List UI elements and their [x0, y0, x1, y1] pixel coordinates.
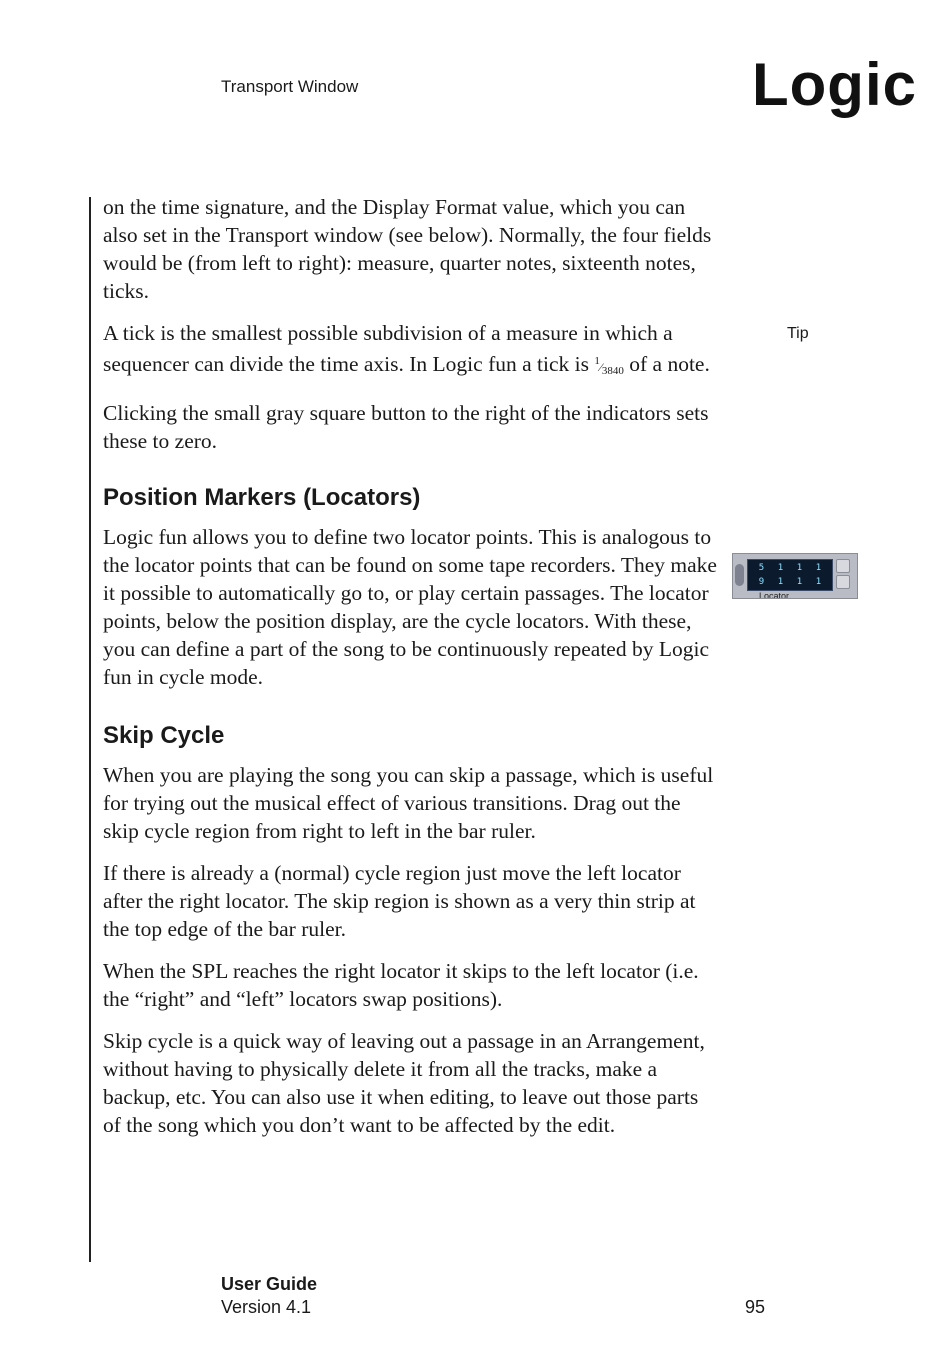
heading-skip-cycle: Skip Cycle: [103, 722, 225, 749]
paragraph-tick: [103, 319, 718, 385]
locator-left-division: 1: [796, 563, 803, 573]
locator-left-bar: 5: [758, 563, 765, 573]
locator-right-beat: 1: [777, 577, 784, 587]
footer-user-guide: User Guide: [221, 1274, 318, 1294]
paragraph-reset-button: Clicking the small gray square button to the right of the indicators sets these to zero.: [103, 401, 709, 453]
page-number: 95: [745, 1297, 766, 1317]
paragraph-skip-usage: Skip cycle is a quick way of leaving out a passage in an Arrangement, without having to physically delete it from all the tracks, make a backup, etc. You can also use it when editing, to leave out those parts of the song which you don’t want to be affected by the edit.: [103, 1029, 705, 1137]
logo-text: Logic: [752, 51, 917, 118]
header-section-title: Transport Window: [221, 77, 359, 96]
locator-button-top: [836, 559, 850, 573]
locator-left-beat: 1: [777, 563, 784, 573]
tick-text-end: of a note.: [623, 352, 710, 376]
logic-logo: [752, 50, 922, 130]
locator-right-division: 1: [796, 577, 803, 587]
fraction-numerator: 1: [594, 355, 600, 367]
paragraph-display-format: on the time signature, and the Display Format value, which you can also set in the Transport window (see below). Normally, the four fields would be (from left to right): measure, quarter notes, sixteenth notes, ticks.: [103, 195, 712, 303]
body-column: [103, 193, 718, 1153]
locator-screenshot: [732, 553, 858, 599]
locator-display: [747, 559, 833, 591]
locator-caption: Locator: [759, 591, 790, 599]
locator-right-tick: 1: [815, 577, 822, 587]
heading-position-markers: Position Markers (Locators): [103, 484, 421, 511]
tip-label: Tip: [787, 325, 809, 342]
locator-knob: [735, 564, 744, 586]
paragraph-skip-intro: When you are playing the song you can skip a passage, which is useful for trying out the musical effect of various transitions. Drag out the skip cycle region from right to left in the bar ruler.: [103, 763, 714, 843]
change-bar: [89, 197, 91, 1262]
tick-text-start: A tick is the smallest possible subdivision of a measure in which a sequencer can divide the time axis. In Logic fun a tick is: [103, 321, 673, 376]
fraction-denominator: 3840: [601, 365, 624, 377]
paragraph-skip-region: If there is already a (normal) cycle region just move the left locator after the right locator. The skip region is shown as a very thin strip at the top edge of the bar ruler.: [103, 861, 696, 941]
locator-left-tick: 1: [815, 563, 822, 573]
paragraph-locators: Logic fun allows you to define two locator points. This is analogous to the locator points that can be found on some tape recorders. They make it possible to automatically go to, or play certain passages. The locator points, below the position display, are the cycle locators. With these, you can define a part of the song to be continuously repeated by Logic fun in cycle mode.: [103, 525, 717, 689]
footer-version: Version 4.1: [221, 1297, 312, 1317]
locator-left-row: [748, 561, 832, 575]
locator-right-row: [748, 575, 832, 589]
locator-button-bottom: [836, 575, 850, 589]
paragraph-spl: When the SPL reaches the right locator it skips to the left locator (i.e. the “right” and “left” locators swap positions).: [103, 959, 699, 1011]
tick-fraction: $^1⁄_{3840}$: [594, 355, 624, 377]
locator-right-bar: 9: [758, 577, 765, 587]
